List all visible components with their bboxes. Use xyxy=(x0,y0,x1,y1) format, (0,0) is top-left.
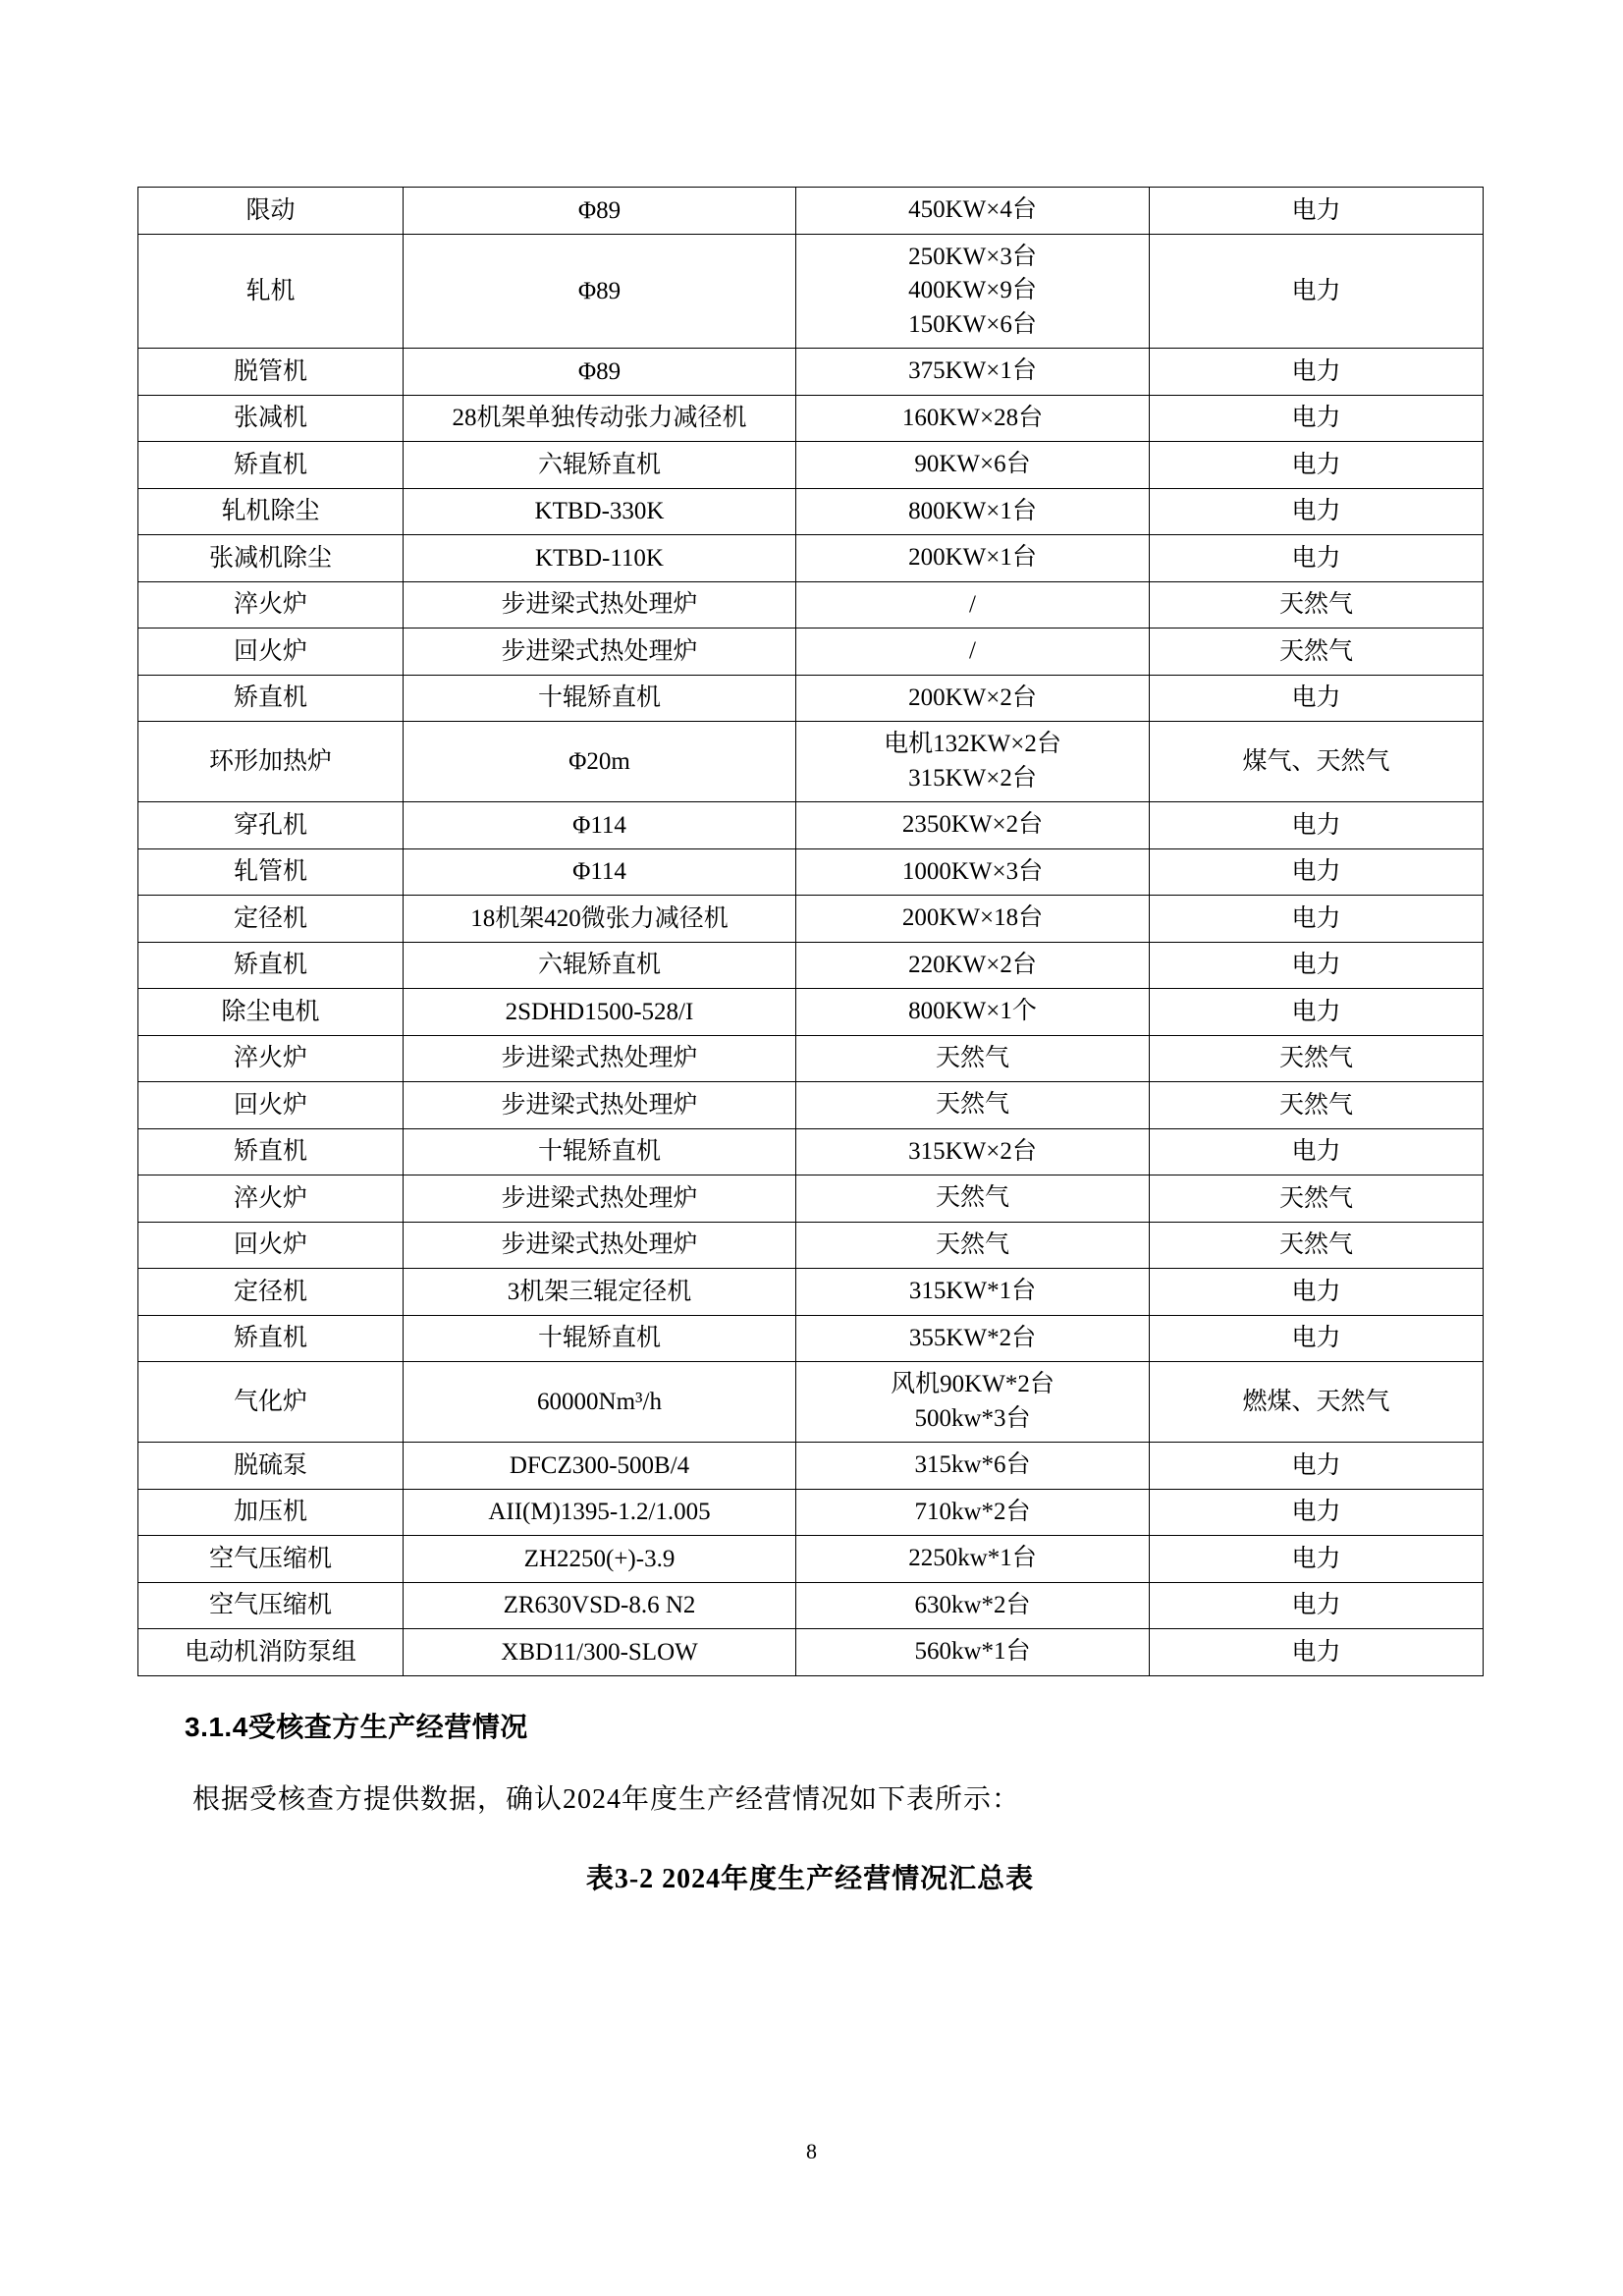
power-line: 2250kw*1台 xyxy=(908,1545,1037,1571)
cell-equipment-name: 矫直机 xyxy=(138,1128,404,1175)
section-heading: 3.1.4受核查方生产经营情况 xyxy=(185,1711,528,1742)
cell-equipment-power xyxy=(796,1362,1150,1443)
power-line: 500kw*3台 xyxy=(914,1404,1031,1432)
power-line: 220KW×2台 xyxy=(908,951,1037,978)
cell-equipment-name: 定径机 xyxy=(138,896,404,943)
cell-equipment-spec: KTBD-330K xyxy=(404,488,796,535)
cell-energy-type: 电力 xyxy=(1150,349,1484,396)
cell-energy-type: 电力 xyxy=(1150,442,1484,489)
cell-equipment-name: 矫直机 xyxy=(138,942,404,989)
power-line: 800KW×1个 xyxy=(908,998,1037,1024)
cell-equipment-name: 加压机 xyxy=(138,1489,404,1536)
cell-equipment-power xyxy=(796,188,1150,235)
cell-equipment-spec: 步进梁式热处理炉 xyxy=(404,1222,796,1269)
cell-energy-type: 电力 xyxy=(1150,395,1484,442)
cell-energy-type: 电力 xyxy=(1150,1443,1484,1490)
table-row xyxy=(138,802,1484,849)
cell-equipment-name: 气化炉 xyxy=(138,1362,404,1443)
table-row xyxy=(138,1536,1484,1583)
power-line: 315KW×2台 xyxy=(908,1137,1037,1165)
power-line: 315KW×2台 xyxy=(908,764,1037,792)
section-paragraph: 根据受核查方提供数据，确认2024年度生产经营情况如下表所示： xyxy=(192,1783,1021,1815)
cell-equipment-power xyxy=(796,1489,1150,1536)
cell-equipment-name: 矫直机 xyxy=(138,675,404,722)
cell-energy-type: 电力 xyxy=(1150,1582,1484,1629)
cell-equipment-spec: 步进梁式热处理炉 xyxy=(404,581,796,629)
table-row xyxy=(138,1128,1484,1175)
cell-equipment-spec: 18机架420微张力减径机 xyxy=(404,896,796,943)
table-row xyxy=(138,848,1484,896)
cell-equipment-power xyxy=(796,1082,1150,1129)
table-row xyxy=(138,1222,1484,1269)
table-row xyxy=(138,188,1484,235)
cell-equipment-power xyxy=(796,442,1150,489)
cell-equipment-spec: Φ114 xyxy=(404,848,796,896)
cell-energy-type: 天然气 xyxy=(1150,1175,1484,1223)
cell-equipment-name: 空气压缩机 xyxy=(138,1582,404,1629)
table-row xyxy=(138,1269,1484,1316)
power-line: 375KW×1台 xyxy=(908,357,1037,384)
power-line: 315kw*6台 xyxy=(914,1451,1031,1478)
table-row xyxy=(138,234,1484,349)
cell-equipment-name: 电动机消防泵组 xyxy=(138,1629,404,1676)
table-row xyxy=(138,1082,1484,1129)
cell-equipment-name: 轧管机 xyxy=(138,848,404,896)
table-row xyxy=(138,1629,1484,1676)
table-row xyxy=(138,896,1484,943)
power-line: 400KW×9台 xyxy=(908,277,1037,303)
cell-equipment-name: 轧机除尘 xyxy=(138,488,404,535)
cell-equipment-power xyxy=(796,1582,1150,1629)
power-line: 天然气 xyxy=(935,1091,1009,1118)
cell-equipment-spec: DFCZ300-500B/4 xyxy=(404,1443,796,1490)
cell-equipment-name: 矫直机 xyxy=(138,442,404,489)
cell-equipment-spec: Φ89 xyxy=(404,188,796,235)
table-row xyxy=(138,1315,1484,1362)
cell-equipment-name: 张减机 xyxy=(138,395,404,442)
power-line: 200KW×18台 xyxy=(901,904,1044,931)
power-line: 560kw*1台 xyxy=(914,1638,1031,1665)
cell-equipment-power xyxy=(796,581,1150,629)
power-line: 800KW×1台 xyxy=(908,497,1037,524)
cell-energy-type: 天然气 xyxy=(1150,1035,1484,1082)
cell-energy-type: 电力 xyxy=(1150,1536,1484,1583)
cell-equipment-name: 脱管机 xyxy=(138,349,404,396)
table-row xyxy=(138,942,1484,989)
cell-equipment-name: 定径机 xyxy=(138,1269,404,1316)
cell-equipment-power xyxy=(796,395,1150,442)
table-row xyxy=(138,395,1484,442)
table-row xyxy=(138,1582,1484,1629)
cell-equipment-power xyxy=(796,942,1150,989)
power-line: 630kw*2台 xyxy=(914,1591,1031,1618)
cell-equipment-power xyxy=(796,1629,1150,1676)
cell-energy-type: 电力 xyxy=(1150,488,1484,535)
cell-equipment-power xyxy=(796,848,1150,896)
cell-equipment-spec: 六辊矫直机 xyxy=(404,942,796,989)
cell-energy-type: 煤气、天然气 xyxy=(1150,722,1484,802)
cell-equipment-power xyxy=(796,1035,1150,1082)
power-line: 风机90KW*2台 xyxy=(891,1371,1055,1397)
table-row xyxy=(138,442,1484,489)
cell-equipment-power xyxy=(796,1222,1150,1269)
cell-equipment-power xyxy=(796,1175,1150,1223)
cell-equipment-spec: AII(M)1395-1.2/1.005 xyxy=(404,1489,796,1536)
cell-equipment-spec: XBD11/300-SLOW xyxy=(404,1629,796,1676)
cell-equipment-name: 淬火炉 xyxy=(138,1175,404,1223)
cell-equipment-spec: 3机架三辊定径机 xyxy=(404,1269,796,1316)
power-line: 450KW×4台 xyxy=(908,196,1037,223)
cell-equipment-power xyxy=(796,535,1150,582)
cell-equipment-spec: KTBD-110K xyxy=(404,535,796,582)
table-row xyxy=(138,1362,1484,1443)
cell-equipment-power xyxy=(796,1269,1150,1316)
table-row xyxy=(138,349,1484,396)
cell-energy-type: 电力 xyxy=(1150,896,1484,943)
table-row xyxy=(138,989,1484,1036)
power-line: 200KW×2台 xyxy=(908,683,1037,711)
power-line: 天然气 xyxy=(935,1230,1009,1258)
cell-equipment-name: 环形加热炉 xyxy=(138,722,404,802)
cell-equipment-power xyxy=(796,989,1150,1036)
cell-equipment-name: 穿孔机 xyxy=(138,802,404,849)
cell-equipment-power xyxy=(796,1315,1150,1362)
power-line: / xyxy=(969,590,976,618)
cell-equipment-spec: 60000Nm³/h xyxy=(404,1362,796,1443)
table-row xyxy=(138,1175,1484,1223)
cell-energy-type: 电力 xyxy=(1150,1315,1484,1362)
cell-energy-type: 电力 xyxy=(1150,848,1484,896)
table-caption: 表3-2 2024年度生产经营情况汇总表 xyxy=(585,1864,1035,1895)
cell-equipment-spec: Φ114 xyxy=(404,802,796,849)
cell-energy-type: 天然气 xyxy=(1150,629,1484,676)
cell-equipment-spec: ZR630VSD-8.6 N2 xyxy=(404,1582,796,1629)
cell-equipment-power xyxy=(796,234,1150,349)
page-content xyxy=(137,187,1483,1896)
cell-equipment-spec: Φ89 xyxy=(404,234,796,349)
power-line: 90KW×6台 xyxy=(914,451,1031,477)
power-line: 710kw*2台 xyxy=(914,1498,1031,1525)
table-row xyxy=(138,535,1484,582)
cell-energy-type: 电力 xyxy=(1150,942,1484,989)
table-row xyxy=(138,581,1484,629)
cell-equipment-power xyxy=(796,629,1150,676)
cell-equipment-spec: 步进梁式热处理炉 xyxy=(404,1082,796,1129)
power-line: 1000KW×3台 xyxy=(901,857,1044,885)
cell-equipment-spec: 2SDHD1500-528/I xyxy=(404,989,796,1036)
power-line: 2350KW×2台 xyxy=(901,811,1044,838)
power-line: / xyxy=(969,637,976,664)
cell-energy-type: 天然气 xyxy=(1150,581,1484,629)
cell-equipment-name: 淬火炉 xyxy=(138,1035,404,1082)
cell-equipment-power xyxy=(796,896,1150,943)
cell-equipment-spec: 步进梁式热处理炉 xyxy=(404,1035,796,1082)
cell-energy-type: 天然气 xyxy=(1150,1222,1484,1269)
power-line: 200KW×1台 xyxy=(908,544,1037,571)
power-line: 150KW×6台 xyxy=(908,310,1037,338)
power-line: 250KW×3台 xyxy=(908,243,1037,270)
cell-energy-type: 电力 xyxy=(1150,234,1484,349)
power-line: 天然气 xyxy=(935,1184,1009,1211)
cell-equipment-power xyxy=(796,1443,1150,1490)
equipment-table-body xyxy=(138,188,1484,1676)
cell-energy-type: 电力 xyxy=(1150,535,1484,582)
cell-equipment-name: 张减机除尘 xyxy=(138,535,404,582)
cell-equipment-power xyxy=(796,1536,1150,1583)
cell-equipment-spec: ZH2250(+)-3.9 xyxy=(404,1536,796,1583)
power-line: 电机132KW×2台 xyxy=(884,731,1061,757)
power-line: 160KW×28台 xyxy=(901,404,1044,431)
cell-energy-type: 电力 xyxy=(1150,989,1484,1036)
table-row xyxy=(138,488,1484,535)
table-row xyxy=(138,1443,1484,1490)
cell-equipment-name: 空气压缩机 xyxy=(138,1536,404,1583)
cell-equipment-spec: 十辊矫直机 xyxy=(404,675,796,722)
cell-energy-type: 电力 xyxy=(1150,188,1484,235)
cell-equipment-power xyxy=(796,349,1150,396)
cell-equipment-name: 限动 xyxy=(138,188,404,235)
cell-equipment-spec: 十辊矫直机 xyxy=(404,1128,796,1175)
cell-energy-type: 电力 xyxy=(1150,802,1484,849)
table-row xyxy=(138,629,1484,676)
page-number: 8 xyxy=(806,2139,817,2163)
cell-equipment-spec: Φ20m xyxy=(404,722,796,802)
cell-equipment-name: 除尘电机 xyxy=(138,989,404,1036)
cell-equipment-spec: 十辊矫直机 xyxy=(404,1315,796,1362)
cell-equipment-name: 脱硫泵 xyxy=(138,1443,404,1490)
cell-equipment-name: 回火炉 xyxy=(138,1222,404,1269)
cell-equipment-spec: Φ89 xyxy=(404,349,796,396)
cell-equipment-power xyxy=(796,1128,1150,1175)
cell-equipment-name: 回火炉 xyxy=(138,629,404,676)
table-row xyxy=(138,722,1484,802)
cell-equipment-name: 矫直机 xyxy=(138,1315,404,1362)
power-line: 355KW*2台 xyxy=(908,1324,1037,1351)
cell-equipment-spec: 步进梁式热处理炉 xyxy=(404,629,796,676)
cell-equipment-name: 淬火炉 xyxy=(138,581,404,629)
cell-equipment-spec: 28机架单独传动张力减径机 xyxy=(404,395,796,442)
cell-energy-type: 电力 xyxy=(1150,675,1484,722)
cell-energy-type: 电力 xyxy=(1150,1128,1484,1175)
cell-equipment-name: 轧机 xyxy=(138,234,404,349)
cell-energy-type: 天然气 xyxy=(1150,1082,1484,1129)
equipment-table xyxy=(137,187,1484,1676)
cell-equipment-power xyxy=(796,802,1150,849)
cell-equipment-name: 回火炉 xyxy=(138,1082,404,1129)
cell-equipment-spec: 步进梁式热处理炉 xyxy=(404,1175,796,1223)
table-row xyxy=(138,1035,1484,1082)
table-row xyxy=(138,1489,1484,1536)
table-row xyxy=(138,675,1484,722)
power-line: 315KW*1台 xyxy=(908,1278,1037,1304)
cell-equipment-spec: 六辊矫直机 xyxy=(404,442,796,489)
power-line: 天然气 xyxy=(935,1044,1009,1071)
cell-energy-type: 电力 xyxy=(1150,1489,1484,1536)
cell-equipment-power xyxy=(796,675,1150,722)
cell-energy-type: 电力 xyxy=(1150,1269,1484,1316)
cell-energy-type: 电力 xyxy=(1150,1629,1484,1676)
cell-equipment-power xyxy=(796,722,1150,802)
cell-energy-type: 燃煤、天然气 xyxy=(1150,1362,1484,1443)
cell-equipment-power xyxy=(796,488,1150,535)
